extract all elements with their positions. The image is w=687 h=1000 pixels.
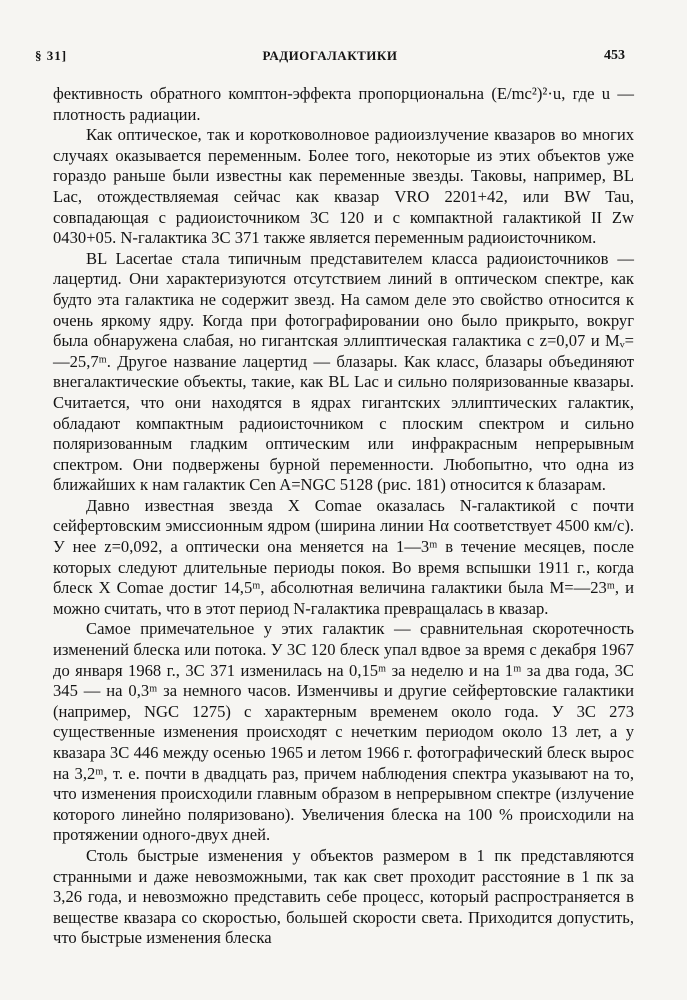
paragraph-variability: Как оптическое, так и коротковолновое радиоизлучение квазаров во многих случаях оказывается переменным. Более того, некоторые из этих объектов уже гораздо раньше были известны как переменные звезды. Таковы, например, BL Lac, отождествляемая сейчас как квазар VRO 2201+42, или BW Tau, совпадающая с радиоисточником 3C 120 и с компактной галактикой II Zw 0430+05. N-галактика 3C 371 также является переменным радиоисточником.: [53, 125, 634, 248]
paragraph-rapid-changes: Столь быстрые изменения у объектов размером в 1 пк представляются странными и даже невозможными, так как свет проходит расстояние в 1 пк за 3,26 года, и невозможно представить себе процесс, который распространяется в веществе квазара со скоростью, большей скорости света. Приходится допустить, что быстрые изменения блеска: [53, 845, 634, 948]
page-number: 453: [604, 48, 625, 63]
chapter-title: РАДИОГАЛАКТИКИ: [262, 48, 398, 63]
paragraph-timescales: Самое примечательное у этих галактик — сравнительная скоротечность изменений блеска или потока. У 3C 120 блеск упал вдвое за время с декабря 1967 до января 1968 г., 3C 371 изменилась на 0,15ᵐ за неделю и на 1ᵐ за два года, 3C 345 — на 0,3ᵐ за немного часов. Изменчивы и другие сейфертовские галактики (например, NGC 1275) с характерным временем около года. У 3C 273 существенные изменения происходят с нечетким периодом около 13 лет, а у квазара 3C 446 между осенью 1965 и летом 1966 г. фотографический блеск вырос на 3,2ᵐ, т. е. почти в двадцать раз, причем наблюдения спектра указывают на то, что изменения происходили главным образом в непрерывном спектре (излучение которого линейно поляризовано). Увеличения блеска на 100 % происходили на протяжении одного-двух дней.: [53, 619, 634, 845]
body-text: [53, 84, 634, 949]
paragraph-x-comae: Давно известная звезда X Comae оказалась N-галактикой с почти сейфертовским эмиссионным ядром (ширина линии Hα соответствует 4500 км/с). У нее z=0,092, а оптически она меняется на 1—3ᵐ в течение месяцев, после которых следуют длительные периоды покоя. Во время вспышки 1911 г., когда блеск X Comae достиг 14,5ᵐ, абсолютная величина галактики была M=—23ᵐ, и можно считать, что в этот период N-галактика превращалась в квазар.: [53, 495, 634, 618]
paragraph-continued: фективность обратного комптон-эффекта пропорциональна (E/mc²)²·u, где u — плотность радиации.: [53, 84, 634, 124]
running-header: [35, 48, 625, 70]
paragraph-bl-lacertae: BL Lacertae стала типичным представителем класса радиоисточников — лацертид. Они характеризуются отсутствием линий в оптическом спектре, как будто эта галактика не содержит звезд. На самом деле это свойство относится к очень яркому ядру. Когда при фотографировании оно было прикрыто, вокруг была обнаружена слабая, но гигантская эллиптическая галактика с z=0,07 и Mᵥ=—25,7ᵐ. Другое название лацертид — блазары. Как класс, блазары объединяют внегалактические объекты, такие, как BL Lac и сильно поляризованные квазары. Считается, что они находятся в ядрах гигантских эллиптических галактик, обладают компактным радиоисточником с плоским спектром и сильно поляризованным гладким оптическим или инфракрасным непрерывным спектром. Они подвержены бурной переменности. Любопытно, что одна из ближайших к нам галактик Cen A=NGC 5128 (рис. 181) относится к блазарам.: [53, 248, 634, 495]
section-marker: § 31]: [35, 48, 68, 63]
